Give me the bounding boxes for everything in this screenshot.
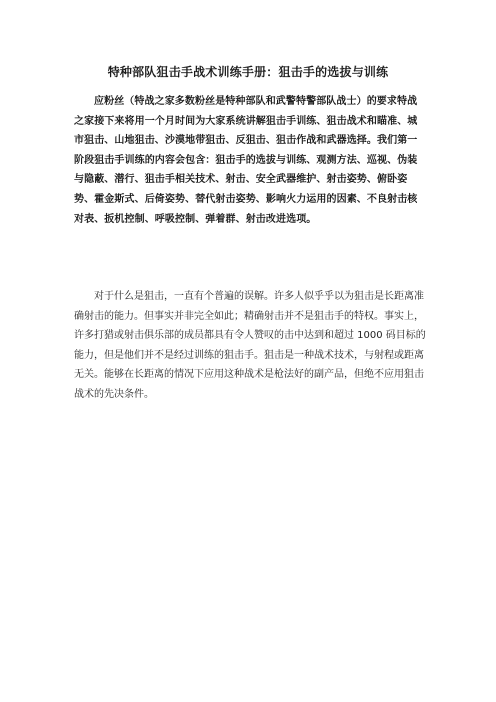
intro-paragraph: 应粉丝（特战之家多数粉丝是特种部队和武警特警部队战士）的要求特战之家接下来将用一个月时间为大家系统讲解狙击手训练、狙击战术和瞄准、城市狙击、山地狙击、沙漠地带狙击、反狙击、狙击作战和武器选择。我们第一阶段狙击手训练的内容会包含：狙击手的选拔与训练、观测方法、巡视、伪装与隐蔽、潜行、狙击手相关技术、射击、安全武器维护、射击姿势、俯卧姿势、霍金斯式、后倚姿势、替代射击姿势、影响火力运用的因素、不良射击核对表、扳机控制、呼吸控制、弹着群、射击改进选项。 (74, 96, 418, 225)
document-title: 特种部队狙击手战术训练手册：狙击手的选拔与训练 (107, 65, 389, 79)
body-paragraph: 对于什么是狙击，一直有个普遍的误解。许多人似乎乎以为狙击是长距离准确射击的能力。但事实并非完全如此；精确射击并不是狙击手的特权。事实上，许多打猎或射击俱乐部的成员都具有令人赞叹的击中达到和超过 1000 码目标的能力，但是他们并不是经过训练的狙击手。狙击是一种战术技术，与射程或距离无关。能够在长距离的情况下应用这种战术是枪法好的副产品，但绝不应用狙击战术的先决条件。 (74, 291, 426, 400)
